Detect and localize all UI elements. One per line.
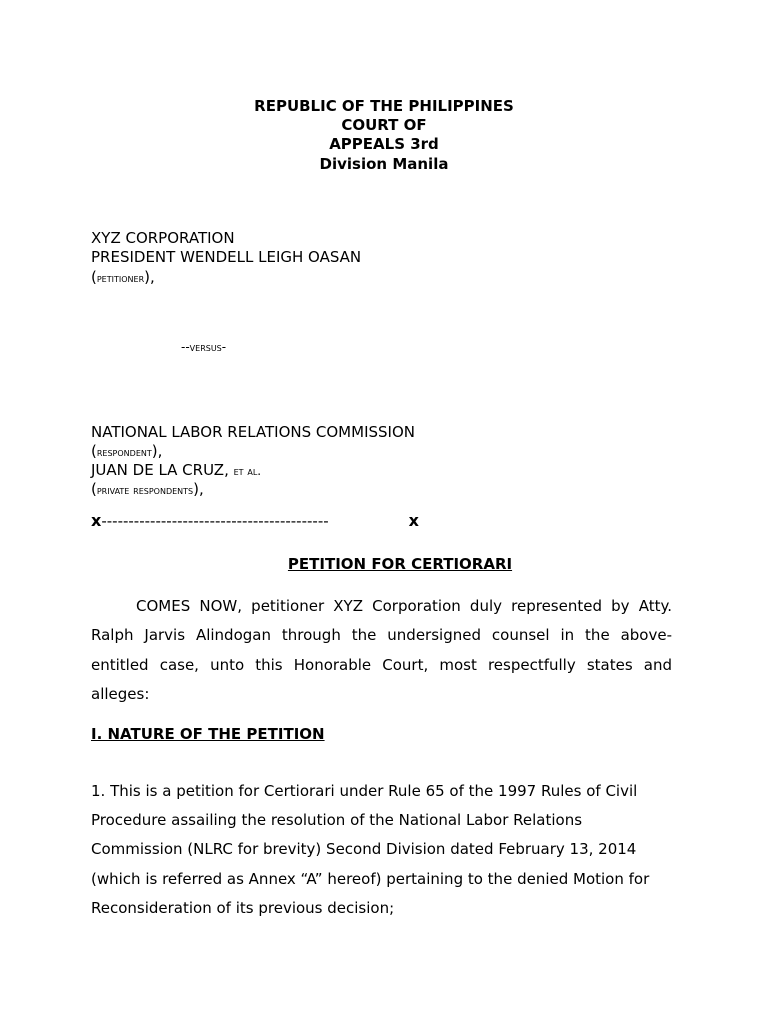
private-respondent-role-close: ), xyxy=(193,480,204,498)
private-respondent-name xyxy=(91,461,261,481)
court-header-line-3: APPEALS 3rd xyxy=(329,135,439,153)
respondent-role xyxy=(91,442,162,462)
respondent-role-open: ( xyxy=(91,442,97,460)
court-header-line-1: REPUBLIC OF THE PHILIPPINES xyxy=(254,97,514,115)
private-respondent-role xyxy=(91,480,204,500)
private-respondent-role-open: ( xyxy=(91,480,97,498)
petitioner-representative: PRESIDENT WENDELL LEIGH OASAN xyxy=(91,248,362,266)
numbered-paragraph-1: 1. This is a petition for Certiorari under Rule 65 of the 1997 Rules of Civil Procedure assailing the resolution of the National Labor Relations Commission (NLRC for brevity) Second Division dated February 13, 2014 (which is referred as Annex “A” hereof) pertaining to the denied Motion for Reconsideration of its previous decision; xyxy=(91,782,650,917)
petitioner-role-text: petitioner xyxy=(96,271,145,285)
respondent-name: NATIONAL LABOR RELATIONS COMMISSION xyxy=(91,423,415,441)
versus-label: --versus- xyxy=(181,340,227,354)
petitioner-role-open: ( xyxy=(91,268,97,286)
private-respondent-role-text: private respondents xyxy=(96,483,194,497)
private-respondent-etal: et al. xyxy=(233,464,262,478)
separator-left-x: x xyxy=(91,511,102,530)
petition-title: PETITION FOR CERTIORARI xyxy=(287,555,513,573)
court-header-line-4: Division Manila xyxy=(319,155,449,173)
intro-paragraph: COMES NOW, petitioner XYZ Corporation duly represented by Atty. Ralph Jarvis Alindogan through the undersigned counsel in the above-entitled case, unto this Honorable Court, most respectfully states and alleges: xyxy=(91,597,672,703)
caption-separator xyxy=(91,511,419,531)
section-heading-nature: I. NATURE OF THE PETITION xyxy=(91,725,325,743)
private-respondent-name-text: JUAN DE LA CRUZ, xyxy=(91,461,234,479)
petitioner-role xyxy=(91,268,155,288)
separator-right-x: x xyxy=(408,511,419,530)
respondent-role-text: respondent xyxy=(96,445,152,459)
respondent-role-close: ), xyxy=(151,442,163,460)
petitioner-name: XYZ CORPORATION xyxy=(91,229,235,247)
court-header-line-2: COURT OF xyxy=(341,116,427,134)
petitioner-role-close: ), xyxy=(144,268,155,286)
separator-dashes: ------------------------------------------ xyxy=(101,512,329,530)
